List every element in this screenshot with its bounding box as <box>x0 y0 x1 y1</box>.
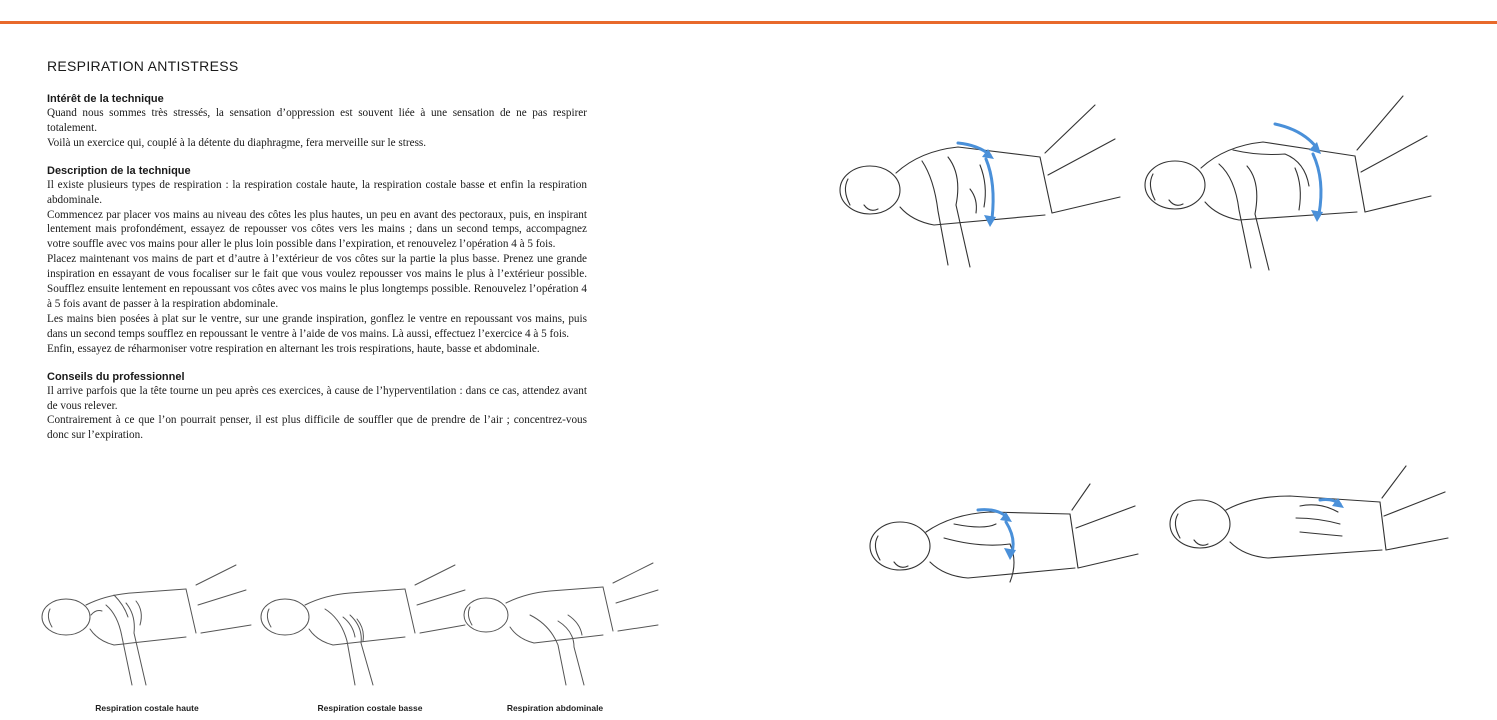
top-accent-rule <box>0 21 1497 24</box>
paragraph: Il arrive parfois que la tête tourne un peu après ces exercices, à cause de l’hyperventilation : dans ce cas, attendez avant de vous relever. <box>47 384 587 412</box>
page-title: RESPIRATION ANTISTRESS <box>47 58 239 74</box>
caption-costale-haute: Respiration costale haute <box>95 703 199 713</box>
figure-costale-basse-illustration <box>255 545 470 695</box>
figure-right-bottom-1 <box>860 478 1140 598</box>
section-interet <box>47 92 587 151</box>
paragraph: Il existe plusieurs types de respiration : la respiration costale haute, la respiration costale basse et enfin la respiration abdominale. <box>47 178 587 206</box>
figure-right-bottom-2 <box>1160 462 1450 592</box>
paragraph: Enfin, essayez de réharmoniser votre respiration en alternant les trois respirations, haute, basse et abdominale. <box>47 342 540 355</box>
figure-abdominale-illustration <box>458 545 663 695</box>
text-column <box>47 58 587 456</box>
section-conseils <box>47 370 587 444</box>
section-description <box>47 164 587 357</box>
caption-abdominale: Respiration abdominale <box>506 703 604 713</box>
section-heading: Intérêt de la technique <box>47 93 164 105</box>
paragraph: Commencez par placer vos mains au niveau des côtes les plus hautes, un peu en avant des pectoraux, puis, en inspirant lentement mais profondément, essayez de repousser vos côtes vers les mains ; dans un second temps, accompagnez votre souffle avec vos mains pour aller le plus loin possible dans l’expiration, et renouvelez l’opération 4 à 5 fois. <box>47 208 587 251</box>
paragraph: Voilà un exercice qui, couplé à la détente du diaphragme, fera merveille sur le stress. <box>47 136 427 149</box>
paragraph: Quand nous sommes très stressés, la sensation d’oppression est souvent liée à une sensation de ne pas respirer totalement. <box>47 107 587 134</box>
paragraph: Placez maintenant vos mains de part et d’autre à l’extérieur de vos côtes sur la partie la plus basse. Prenez une grande inspiration en essayant de vous focaliser sur le fait que vous voulez repousser vos mains le plus à l’extérieur possible. Soufflez ensuite lentement en repoussant vos côtes avec vos mains le plus longtemps possible. Renouvelez l’opération 4 à 5 fois avant de passer à la respiration abdominale. <box>47 253 587 310</box>
paragraph: Les mains bien posées à plat sur le ventre, sur une grande inspiration, gonflez le ventre en repoussant vos mains, puis dans un second temps soufflez en repoussant le ventre à l’aide de vos mains. Là aussi, effectuez l’exercice 4 à 5 fois. <box>47 312 587 340</box>
figure-costale-haute-illustration <box>36 545 256 695</box>
section-heading: Conseils du professionnel <box>47 370 185 383</box>
section-heading: Description de la technique <box>47 164 191 177</box>
figure-right-top-2 <box>1135 90 1435 275</box>
figure-right-top-1 <box>830 95 1125 275</box>
caption-costale-basse: Respiration costale basse <box>317 703 423 713</box>
paragraph: Contrairement à ce que l’on pourrait penser, il est plus difficile de souffler que de prendre de l’air ; concentrez-vous donc sur l’expiration. <box>47 414 587 442</box>
